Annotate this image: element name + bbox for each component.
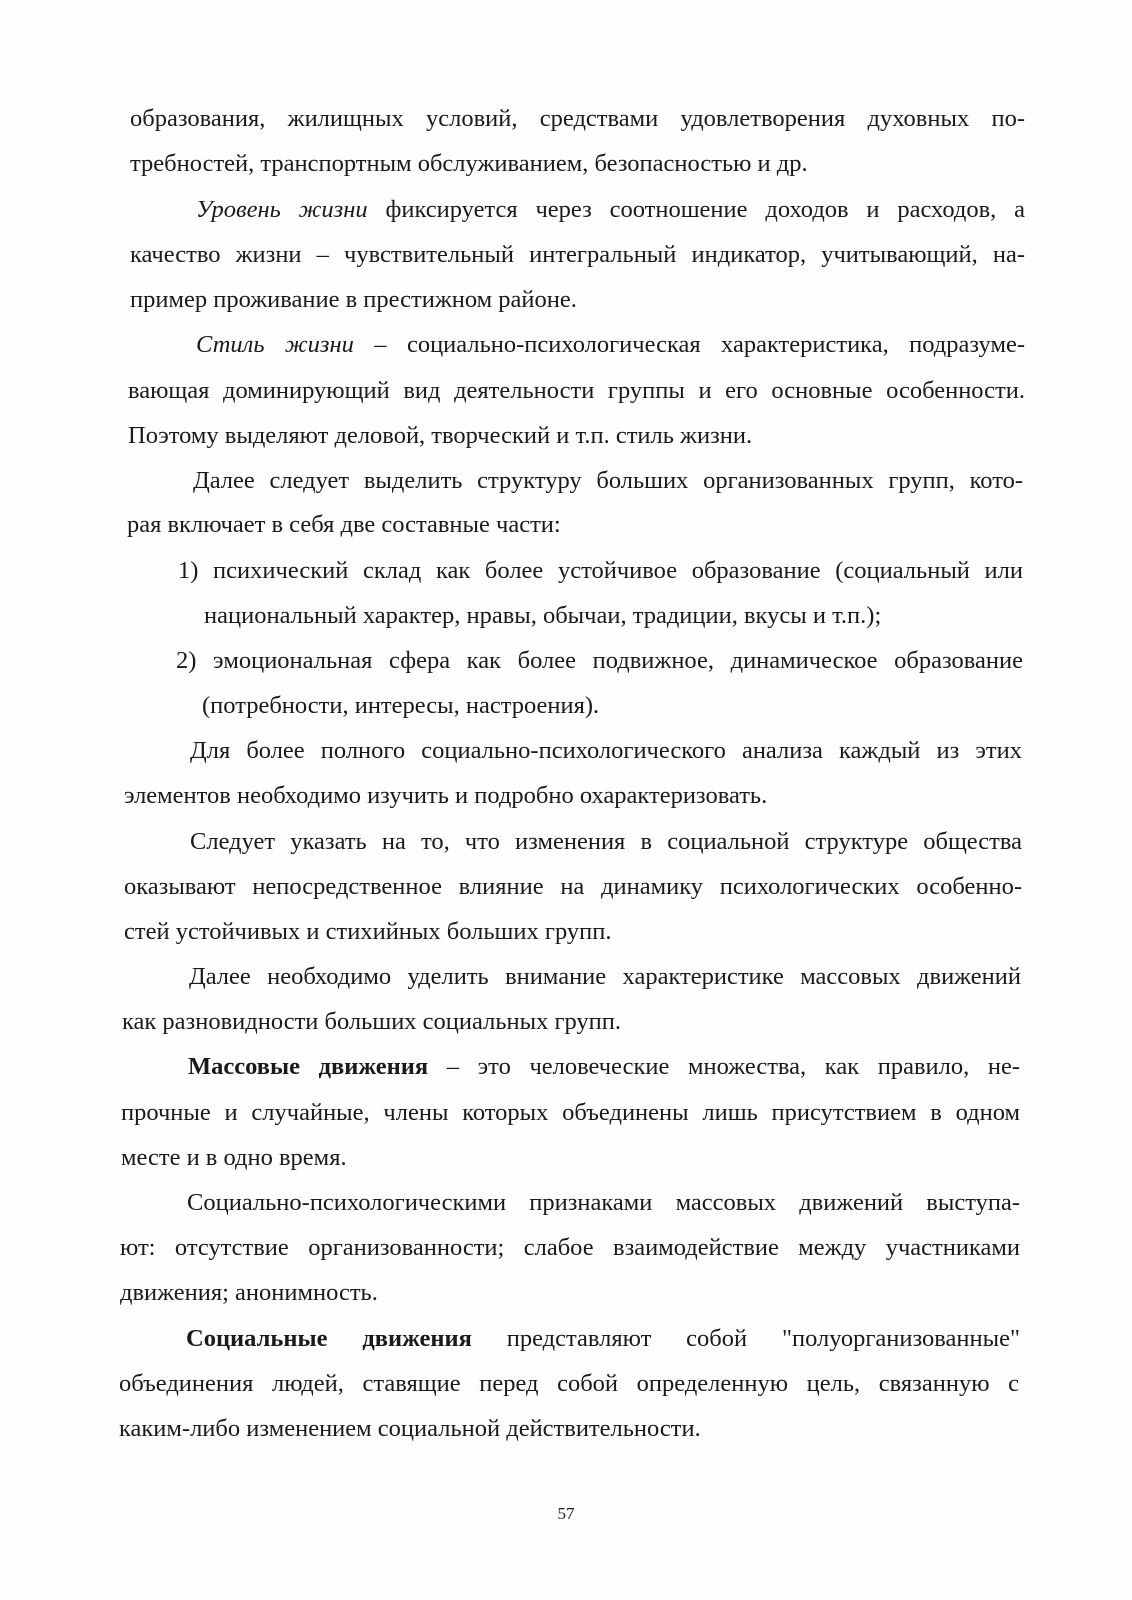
text-line: каким-либо изменением социальной действительности. — [119, 1415, 701, 1442]
text-line: требностей, транспортным обслуживанием, безопасностью и др. — [130, 150, 808, 177]
text-span: фиксируется через соотношение доходов и расходов, а — [367, 196, 1026, 223]
text-line: стей устойчивых и стихийных больших групп. — [124, 918, 612, 945]
text-line: Далее следует выделить структуру больших организованных групп, кото- — [193, 467, 1023, 494]
text-line: объединения людей, ставящие перед собой определенную цель, связанную с — [119, 1370, 1019, 1397]
text-line — [186, 1324, 1020, 1354]
text-line — [196, 195, 1025, 225]
text-line: пример проживание в престижном районе. — [130, 286, 577, 313]
text-line: месте и в одно время. — [121, 1144, 347, 1171]
text-line — [196, 330, 1025, 360]
list-item: 1) психический склад как более устойчивое образование (социальный или — [178, 557, 1023, 584]
term-italic: Стиль жизни — [196, 331, 354, 358]
text-line — [188, 1052, 1020, 1082]
text-line: Поэтому выделяют деловой, творческий и т.п. стиль жизни. — [128, 422, 753, 449]
page-number: 57 — [557, 1504, 575, 1523]
text-line: Далее необходимо уделить внимание характеристике массовых движений — [189, 963, 1021, 990]
text-line: национальный характер, нравы, обычаи, традиции, вкусы и т.п.); — [204, 602, 882, 629]
text-span: – социально-психологическая характеристика, подразуме- — [353, 331, 1025, 358]
text-line: Социально-психологическими признаками массовых движений выступа- — [187, 1189, 1020, 1216]
text-line: ют: отсутствие организованности; слабое взаимодействие между участниками — [120, 1234, 1020, 1261]
text-line: прочные и случайные, члены которых объединены лишь присутствием в одном — [121, 1099, 1020, 1126]
text-line: элементов необходимо изучить и подробно охарактеризовать. — [124, 782, 768, 809]
text-line: образования, жилищных условий, средствами удовлетворения духовных по- — [130, 105, 1025, 132]
term-bold: Массовые движения — [188, 1053, 429, 1080]
term-bold: Социальные движения — [186, 1325, 472, 1352]
term-italic: Уровень жизни — [196, 196, 368, 223]
text-line: качество жизни – чувствительный интегральный индикатор, учитывающий, на- — [130, 241, 1025, 268]
text-span: – это человеческие множества, как правило, не- — [428, 1053, 1021, 1080]
text-line: как разновидности больших социальных групп. — [122, 1008, 622, 1035]
text-line: (потребности, интересы, настроения). — [202, 692, 600, 719]
text-span: представляют собой "полуорганизованные" — [471, 1325, 1020, 1352]
text-line: рая включает в себя две составные части: — [127, 511, 561, 538]
text-line: оказывают непосредственное влияние на динамику психологических особенно- — [124, 873, 1022, 900]
list-item: 2) эмоциональная сфера как более подвижное, динамическое образование — [176, 647, 1023, 674]
text-line: движения; анонимность. — [120, 1279, 378, 1306]
text-line: вающая доминирующий вид деятельности группы и его основные особенности. — [128, 377, 1025, 404]
text-line: Для более полного социально-психологического анализа каждый из этих — [190, 737, 1022, 764]
text-line: Следует указать на то, что изменения в социальной структуре общества — [190, 828, 1022, 855]
